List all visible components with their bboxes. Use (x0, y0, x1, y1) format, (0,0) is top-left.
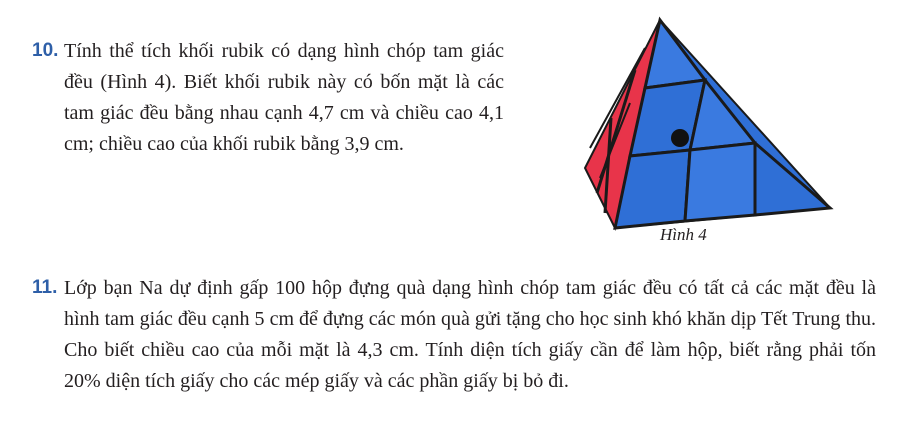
problem-text: Tính thể tích khối rubik có dạng hình chóp tam giác đều (Hình 4). Biết khối rubik này có bốn mặt là các tam giác đều bằng nhau cạnh 4,7 cm và chiều cao 4,1 cm; chiều cao của khối rubik bằng 3,9 cm. (64, 40, 504, 155)
figure-caption: Hình 4 (660, 225, 707, 244)
problem-number: 11. (32, 277, 58, 298)
problem-number: 10. (32, 40, 59, 61)
pyramid-rubik-image (575, 8, 845, 248)
problem-text: Lớp bạn Na dự định gấp 100 hộp đựng quà dạng hình chóp tam giác đều có tất cả các mặt đều là hình tam giác đều cạnh 5 cm để đựng các món quà gửi tặng cho học sinh khó khăn dịp Tết Trung thu. Cho biết chiều cao của mỗi mặt là 4,3 cm. Tính diện tích giấy cần để làm hộp, biết rằng phải tốn 20% diện tích giấy cho các mép giấy và các phần giấy bị bỏ đi. (64, 277, 876, 392)
